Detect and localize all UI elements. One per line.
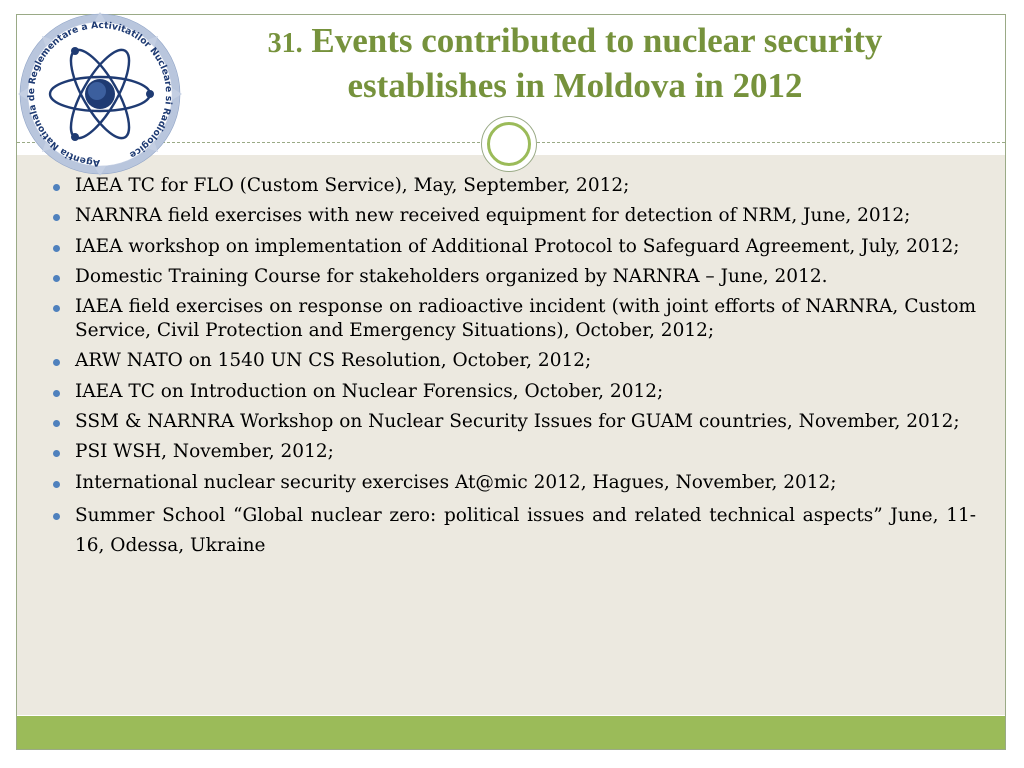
divider-ornament-ring — [487, 122, 531, 166]
list-item-text: IAEA TC on Introduction on Nuclear Forensics, October, 2012; — [75, 380, 664, 402]
list-item-text: Summer School “Global nuclear zero: political issues and related technical aspects” June, 11-16, Odessa, Ukraine — [75, 504, 976, 556]
list-item — [50, 501, 976, 561]
bullet-icon — [53, 481, 60, 488]
slide-number: 31. — [267, 28, 303, 59]
list-item-text: NARNRA field exercises with new received equipment for detection of NRM, June, 2012; — [75, 205, 911, 227]
list-item — [50, 204, 976, 228]
list-item-text: IAEA field exercises on response on radioactive incident (with joint efforts of NARNRA, Custom Service, Civil Protection and Emergency Situations), October, 2012; — [75, 296, 976, 342]
logo-text: Agentia Nationala de Reglementare a Activitatilor Nucleare si Radiologice — [25, 19, 175, 169]
bullet-icon — [53, 513, 60, 520]
list-item — [50, 295, 976, 343]
bullet-icon — [53, 214, 60, 221]
bullet-icon — [53, 359, 60, 366]
list-item — [50, 349, 976, 373]
bullet-icon — [53, 245, 60, 252]
bullet-icon — [53, 305, 60, 312]
bullet-icon — [53, 390, 60, 397]
agency-logo-icon — [12, 8, 188, 180]
bullet-list — [50, 174, 976, 567]
list-item — [50, 440, 976, 464]
list-item-text: Domestic Training Course for stakeholders organized by NARNRA – June, 2012. — [75, 265, 828, 287]
list-item — [50, 235, 976, 259]
list-item-text: IAEA workshop on implementation of Additional Protocol to Safeguard Agreement, July, 2012; — [75, 235, 960, 257]
list-item-text: SSM & NARNRA Workshop on Nuclear Security Issues for GUAM countries, November, 2012; — [75, 411, 960, 433]
slide-title — [195, 20, 955, 107]
list-item — [50, 174, 976, 198]
list-item — [50, 471, 976, 495]
list-item — [50, 410, 976, 434]
list-item — [50, 265, 976, 289]
list-item — [50, 380, 976, 404]
list-item-text: PSI WSH, November, 2012; — [75, 441, 334, 463]
bullet-icon — [53, 450, 60, 457]
bullet-icon — [53, 420, 60, 427]
list-item-text: ARW NATO on 1540 UN CS Resolution, October, 2012; — [75, 350, 592, 372]
list-item-text: International nuclear security exercises At@mic 2012, Hagues, November, 2012; — [75, 471, 837, 493]
bullet-icon — [53, 275, 60, 282]
slide-title-text: Events contributed to nuclear security establishes in Moldova in 2012 — [311, 21, 883, 105]
bullet-icon — [53, 184, 60, 191]
list-item-text: IAEA TC for FLO (Custom Service), May, September, 2012; — [75, 175, 630, 196]
